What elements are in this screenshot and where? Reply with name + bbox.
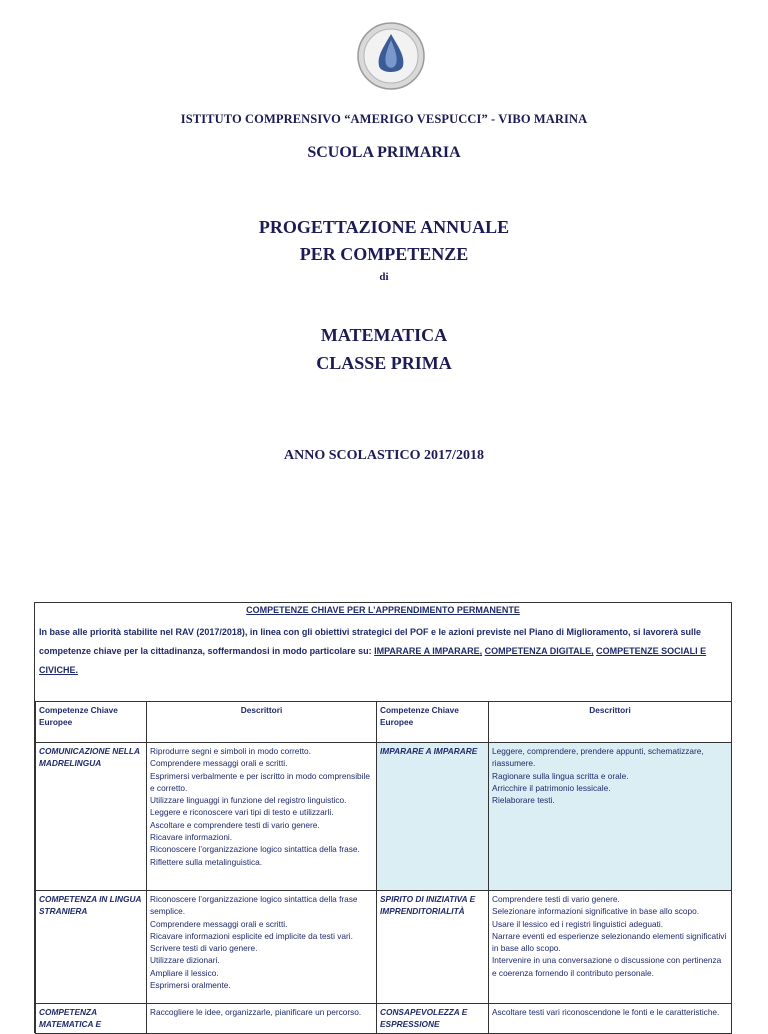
header-descrittori-2: Descrittori [489,702,732,743]
descriptor-line: Leggere, comprendere, prendere appunti, schematizzare, riassumere. [492,746,704,769]
focus-digitale: COMPETENZA DIGITALE, [484,646,594,656]
descriptor-line: Esprimersi verbalmente e per iscritto in modo comprensibile e corretto. [150,770,370,793]
descriptor-line: Ragionare sulla lingua scritta e orale. [492,770,629,781]
descriptor-line: Esprimersi oralmente. [150,980,231,991]
descriptor-line: Selezionare informazioni significative in base allo scopo. [492,906,700,917]
box-intro [35,615,731,680]
title-line-2: PER COMPETENZE [299,244,469,264]
descriptor-line: Riconoscere l’organizzazione logico sintattica della frase semplice. [150,894,358,917]
descriptor-line: Usare il lessico ed i registri linguistici adeguati. [492,918,664,929]
competence-cell: COMUNICAZIONE NELLA MADRELINGUA [36,743,147,891]
descriptor-line: Ricavare informazioni. [150,832,233,843]
descriptor-line: Ascoltare testi vari riconoscendone le fonti e le caratteristiche. [492,1007,720,1017]
descriptor-line: Ampliare il lessico. [150,967,219,978]
descriptor-line: Narrare eventi ed esperienze selezionando elementi significativi in base allo scopo. [492,930,727,954]
descriptor-cell [489,1004,732,1034]
competences-box [34,602,732,1033]
descriptor-cell [489,891,732,1004]
descriptor-line: Riflettere sulla metalinguistica. [150,856,263,867]
descriptor-cell [147,1004,377,1034]
descriptor-line: Ricavare informazioni esplicite ed implicite da testi vari. [150,930,353,941]
descriptor-line: Comprendere testi di vario genere. [492,894,620,904]
table-row [36,743,732,891]
school-logo [357,22,425,90]
title-di: di [379,271,389,283]
competence-cell: CONSAPEVOLEZZA E ESPRESSIONE [377,1004,489,1034]
competences-table [35,701,732,1034]
descriptor-line: Leggere e riconoscere vari tipi di testo e utilizzarli. [150,807,334,818]
competence-cell: COMPETENZA IN LINGUA STRANIERA [36,891,147,1004]
header-competenze-2: Competenze Chiave Europee [377,702,489,743]
table-row [36,1004,732,1034]
school-level: SCUOLA PRIMARIA [307,144,461,161]
subject-title: MATEMATICA [320,325,448,345]
descriptor-line: Utilizzare dizionari. [150,955,220,966]
descriptor-cell [147,891,377,1004]
table-row [36,891,732,1004]
descriptor-line: Raccogliere le idee, organizzarle, pianificare un percorso. [150,1007,362,1017]
descriptor-line: Riprodurre segni e simboli in modo corretto. [150,746,311,756]
table-header-row [36,702,732,743]
focus-imparare: IMPARARE A IMPARARE, [374,646,483,656]
focus-sociali: COMPETENZE SOCIALI E CIVICHE. [39,646,707,675]
descriptor-line: Scrivere testi di vario genere. [150,943,258,954]
descriptor-line: Comprendere messaggi orali e scritti. [150,918,288,929]
class-title: CLASSE PRIMA [316,353,452,373]
descriptor-line: Ascoltare e comprendere testi di vario genere. [150,819,320,830]
school-year: ANNO SCOLASTICO 2017/2018 [284,448,484,463]
box-title: COMPETENZE CHIAVE PER L’APPRENDIMENTO PERMANENTE [246,605,520,615]
header-descrittori-1: Descrittori [147,702,377,743]
school-name: ISTITUTO COMPRENSIVO “AMERIGO VESPUCCI” - VIBO MARINA [180,112,588,126]
descriptor-line: Comprendere messaggi orali e scritti. [150,758,288,769]
competence-cell: IMPARARE A IMPARARE [377,743,489,891]
competence-cell: COMPETENZA MATEMATICA E [36,1004,147,1034]
descriptor-cell [147,743,377,891]
competence-cell: SPIRITO DI INIZIATIVA E IMPRENDITORIALITÀ [377,891,489,1004]
descriptor-cell [489,743,732,891]
header-competenze-1: Competenze Chiave Europee [36,702,147,743]
intro-text: In base alle priorità stabilite nel RAV (2017/2018), in linea con gli obiettivi strategici del POF e le azioni previste nel Piano di Miglioramento, si lavorerà sulle competenze chiave per la cittadinanza, soffermandosi in modo particolare su: [39,627,702,656]
descriptor-line: Arricchire il patrimonio lessicale. [492,782,611,793]
descriptor-line: Riconoscere l’organizzazione logico sintattica della frase. [150,844,360,855]
descriptor-line: Utilizzare linguaggi in funzione del registro linguistico. [150,795,347,806]
descriptor-line: Intervenire in una conversazione o discussione con pertinenza e coerenza fornendo il contributo personale. [492,955,722,978]
title-line-1: PROGETTAZIONE ANNUALE [258,217,510,237]
descriptor-line: Rielaborare testi. [492,795,555,806]
